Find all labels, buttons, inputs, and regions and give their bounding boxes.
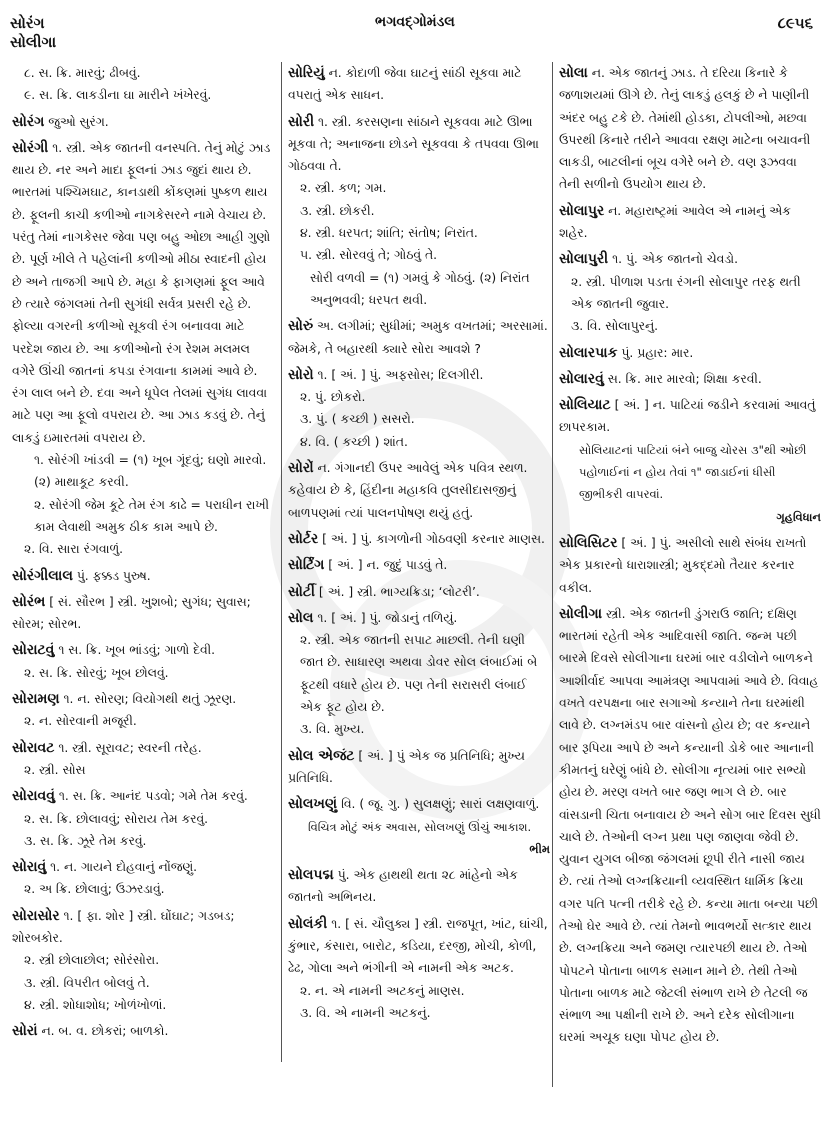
entry-definition — [559, 248, 821, 270]
entry-definition — [12, 137, 274, 449]
headword: સોરો — [288, 366, 314, 383]
citation-source: ગૃહવિધાન — [776, 509, 821, 524]
sub-sense: ૨. અ ક્રિ. છોલાવું; ઉઝરડાવું. — [24, 882, 165, 897]
entry-definition — [12, 785, 274, 807]
headword: સોર્ટી — [288, 583, 315, 600]
dictionary-entry — [288, 581, 550, 603]
headword: સોર્ટર — [288, 530, 319, 547]
definition-text: ૮. સ. ક્રિ. મારવું; ઢીબવું. — [24, 66, 141, 80]
entry-definition — [288, 528, 550, 550]
headword: સોરાવવું — [12, 788, 55, 805]
sub-sense: ૩. પું. ( કચ્છી ) સસરો. — [300, 412, 415, 427]
definition-line: ૯. સ. ક્રિ. લાકડીના ઘા મારીને ખંખેરવું. — [24, 88, 212, 103]
definition-text: ન. એક જાતનું ઝાડ. તે દરિયા કિનારે કે જળાશયમાં ઊગે છે. તેનું લાકડું હલકું છે ને પાણીની અંદર બહુ ટકે છે. તેમાંથી હોડકા, ટોપલીઓ, મછવા ઉપરથી કિનારે તરીને આવવા રક્ષણ માટેના બચાવની લાકડી, બાટલીનાં બૂચ વગેરે બને છે. વણ રૂઝવવા તેની સળીનો ઉપયોગ થાય છે. — [559, 66, 811, 192]
headword: સોલપદ્મ — [288, 867, 334, 884]
headword: સોરંગ — [12, 113, 45, 130]
dictionary-entry — [12, 62, 274, 107]
dictionary-entry — [288, 554, 550, 576]
dictionary-entry — [559, 248, 821, 337]
headword: સોરાટવું — [12, 642, 55, 659]
entry-definition — [12, 905, 274, 950]
headword: સોલાપુરી — [559, 251, 609, 268]
entry-definition — [559, 603, 821, 1049]
headword: સોરંગીલાલ — [12, 567, 73, 584]
dictionary-entry — [288, 607, 550, 741]
dictionary-entry — [12, 1020, 274, 1042]
sub-sense: ૨. ન. સોરવાની મજૂરી. — [24, 714, 137, 729]
headword: સોલંકી — [288, 915, 328, 932]
dictionary-entry — [288, 62, 550, 107]
sub-sense: ૨. સ્ત્રી. એક જાતની સપાટ માછલી. તેની ઘણી જાત છે. સાધારણ અથવા ડોવર સોલ લંબાઈમાં બે ફૂટથી વધારે હોય છે. પણ તેની સરાસરી લંબાઈ એક ફૂટ હોય છે. — [300, 633, 538, 715]
dictionary-entry — [12, 856, 274, 901]
sub-sense: ૪. વિ. ( કચ્છી ) શાંત. — [300, 434, 408, 449]
sub-sense: ૩. વિ. મુખ્ય. — [300, 722, 365, 737]
definition-text: [ અં. ] પું એક જ પ્રતિનિધિ; મુખ્ય પ્રતિનિધિ. — [288, 748, 525, 785]
idiom-example: ૨. સોરંગી જેમ કૂટે તેમ રંગ કાઢે = પરાધીન રાખી કામ લેવાથી અમુક ઠીક કામ આપે છે. — [34, 497, 270, 534]
dictionary-entry — [12, 111, 274, 133]
guide-word-bottom: સોલીગા — [10, 33, 57, 51]
definition-text: ૧. [ સં. ચૌલુક્ય ] સ્ત્રી. રાજપૂત, ખાંટ, ઘાંચી, કુંભાર, કંસારા, બારોટ, કડિયા, દરજી, મોચી, કોળી, ઢેઢ, ગોલા અને ભંગીની એ નામની એક અટક. — [288, 916, 548, 976]
entry-definition — [12, 737, 274, 759]
entry-definition — [288, 554, 550, 576]
dictionary-entry — [559, 342, 821, 364]
headword: સોરંગી — [12, 139, 49, 156]
headword: સોરાવું — [12, 859, 47, 876]
running-title: ભગવદ્ગોમંડલ — [375, 14, 455, 30]
dictionary-entry — [12, 737, 274, 782]
sub-sense: ૩. વિ. સોલાપુરનું. — [571, 319, 659, 334]
entry-definition — [288, 581, 550, 603]
sub-sense: ૨. સ. ક્રિ. સોરવું; ખૂબ છોલવું. — [24, 665, 169, 680]
dictionary-entry — [288, 913, 550, 1024]
definition-text: ૧. સ્ત્રી. સૂરાવટ; સ્વરની તરેહ. — [58, 740, 202, 755]
entry-definition — [559, 342, 821, 364]
entry-definition — [12, 591, 274, 636]
headword: સોલ — [288, 609, 314, 626]
column-middle — [281, 62, 550, 1062]
dictionary-entry — [12, 565, 274, 587]
entry-definition — [288, 111, 550, 178]
definition-text: ૧. સ. ક્રિ. આનંદ પડવો; ગમે તેમ કરવું. — [58, 789, 248, 804]
sub-sense: ૨. સ્ત્રી. પીળાશ પડતા રંગની સોલાપુર તરફ થતી એક જાતની જુવાર. — [571, 274, 801, 311]
headword: સોરાવટ — [12, 739, 55, 756]
definition-text: પું. ફક્કડ પુરુષ. — [76, 568, 151, 583]
entry-definition — [288, 364, 550, 386]
definition-text: ૧. ન. ગાયને દોહવાનું નોંજણું. — [50, 860, 198, 875]
entry-definition — [12, 565, 274, 587]
entry-definition — [288, 607, 550, 629]
dictionary-entry — [12, 591, 274, 636]
column-left — [12, 62, 274, 1046]
dictionary-entry — [12, 137, 274, 561]
dictionary-columns — [0, 62, 825, 1122]
entry-definition — [288, 457, 550, 524]
definition-text: [ અં. ] ન. પાટિયાં જડીને કરવામાં આવતું છાપરકામ. — [559, 398, 816, 435]
definition-text: વિ. ( જૂ. ગુ. ) સુલક્ષણું; સારાં લક્ષણવાળું. — [341, 797, 540, 812]
definition-text: ૧. [ અં. ] પું. જોડાનું તળિયું. — [317, 610, 458, 625]
dictionary-entry — [288, 111, 550, 312]
definition-text: અ. લગીમાં; સુધીમાં; અમુક વખતમાં; અરસામાં. જેમકે, તે બહારથી ક્યારે સોરા આવશે ? — [288, 319, 548, 356]
citation-quote: વિચિત્ર મોટું અંક અવાસ, સોલખણું ઊંચું આકાશ. — [308, 819, 532, 834]
definition-text: ૧. [ ફા. શોર ] સ્ત્રી. ઘોંઘાટ; ગડબડ; શોરબકોર. — [12, 908, 235, 945]
entry-definition — [288, 745, 550, 790]
definition-text: ૧. સ્ત્રી. કરસણના સાંઠાને સૂકવવા માટે ઊભા મૂકવા તે; અનાજના છોડને સૂકવવા કે તપવવા ઊભા ગોઠવવા તે. — [288, 114, 539, 174]
entry-definition — [559, 532, 821, 599]
entry-definition — [288, 793, 550, 815]
definition-text: [ અં. ] પું. કાગળોની ગોઠવણી કરનાર માણસ. — [322, 531, 545, 546]
definition-text: ૧. ન. સોરણ; વિયોગથી થતું ઝૂરણ. — [63, 692, 237, 707]
definition-text: [ અં. ] પું. અસીલો સાથે સંબંધ રાખતો એક પ્રકારનો ધારાશાસ્ત્રી; મુકદ્દમો તૈયાર કરનાર વકીલ. — [559, 535, 807, 595]
entry-definition — [288, 315, 550, 360]
headword: સોલારવું — [559, 370, 604, 387]
sub-sense: ૨. ન. એ નામની અટકનું માણસ. — [300, 983, 465, 998]
dictionary-entry — [559, 394, 821, 528]
headword: સોરી — [288, 113, 315, 130]
entry-definition — [12, 1020, 274, 1042]
sub-sense: ૨. સ્ત્રી. કળ; ગમ. — [300, 181, 387, 196]
entry-definition — [288, 864, 550, 909]
headword: સોરોં — [288, 460, 314, 477]
sub-sense: ૨. પું. છોકરો. — [300, 390, 366, 405]
entry-definition — [12, 856, 274, 878]
definition-text: [ સં. સૌરભ ] સ્ત્રી. ખુશબો; સુગંધ; સુવાસ; સોરમ; સોરભ. — [12, 594, 251, 632]
headword: સોલિયાટ — [559, 397, 611, 414]
dictionary-entry — [288, 364, 550, 453]
definition-text: સ્ત્રી. એક જાતની ડુંગરાઉ જાતિ; દક્ષિણ ભારતમાં રહેતી એક આદિવાસી જાતિ. જન્મ પછી બારમે દિવસે સોલીગાના ઘરમાં બાર વડીલોને બાળકને આશીર્વાદ આપવા આમંત્રણ આપવામાં આવે છે. વિવાહ વખતે વરપક્ષના બાર સગાઓ કન્યાને તેના ઘરમાંથી લાવે છે. લગ્નમંડપ બાર વાંસનો હોય છે; વર કન્યાને બાર રૂપિયા આપે છે અને કન્યાની ડોકે બાર આનાની કીમતનું ઘરેણું બાંધે છે. સોલીગા નૃત્યમાં બાર સભ્યો હોય છે. મરણ વખતે બાર જણ ભાગ લે છે. બાર વાંસડાની ચિતા બનાવાય છે અને સોગ બાર દિવસ સુધી ચાલે છે. તેઓની લગ્ન પ્રથા પણ જાણવા જેવી છે. યુવાન યુગલ બીજા જંગલમાં છૂપી રીતે નાસી જાય છે. ત્યાં તેઓ લગ્નક્રિયાની વ્યવસ્થિત ધાર્મિક ક્રિયા વગર પતિ પત્ની તરીકે રહે છે. કન્યા માતા બન્યા પછી તેઓ ઘેર આવે છે. ત્યાં તેમનો ભાવભર્યો સત્કાર થાય છે. લગ્નક્રિયા અને જમણ ત્યારપછી થાય છે. તેઓ પોપટને પોતાના બાળક સમાન માને છે. તેથી તેઓ પોતાના બાળક માટે જેટલી સંભાળ રાખે છે તેટલી જ સંભાળ આ પક્ષીની રાખે છે. અને દરેક સોલીગાના ઘરમાં અચૂક ઘણા પોપટ હોય છે. — [559, 606, 821, 1045]
sub-sense: ૨. સ્ત્રી છોલાછોલ; સોરંસોરા. — [24, 953, 160, 968]
entry-definition — [559, 200, 821, 245]
entry-definition — [12, 62, 274, 84]
entry-definition — [288, 62, 550, 107]
headword: સોલખણું — [288, 796, 338, 813]
dictionary-entry — [288, 864, 550, 909]
idiom-example: ૧. સોરંગી ખાંડવી = (૧) ખૂબ ગૂંદવું; ઘણો મારવો. (૨) માથાકૂટ કરવી. — [34, 453, 267, 490]
headword: સોલાપુર — [559, 202, 605, 219]
sub-sense: ૩. સ્ત્રી. વિપરીત બોલવું તે. — [24, 975, 150, 990]
definition-text: ન. ગંગાનદી ઉપર આવેલું એક પવિત્ર સ્થળ. કહેવાય છે કે, હિંદીના મહાકવિ તુલસીદાસજીનું બાળપણમાં ત્યાં પાલનપોષણ થયું હતું. — [288, 461, 528, 520]
definition-text: ૧. પું. એક જાતનો ચેવડો. — [612, 252, 739, 267]
dictionary-entry — [559, 200, 821, 245]
citation-source: ભીમ — [529, 841, 550, 856]
sub-sense: ૪. સ્ત્રી. શોધાશોધ; ખોળંખોળાં. — [24, 997, 167, 1012]
dictionary-entry — [12, 688, 274, 733]
definition-text: સ. ક્રિ. માર મારવો; શિક્ષા કરવી. — [607, 371, 762, 386]
sub-sense: ૪. સ્ત્રી. ધરપત; શાંતિ; સંતોષ; નિરાંત. — [300, 226, 478, 241]
definition-text: [ અં. ] સ્ત્રી. ભાગ્યક્રિડા; ‘લોટરી’. — [318, 584, 480, 599]
headword: સોરંભ — [12, 593, 46, 610]
column-right — [552, 62, 821, 1087]
headword: સોરાં — [12, 1023, 38, 1040]
dictionary-entry — [288, 315, 550, 360]
dictionary-entry — [559, 532, 821, 599]
sub-sense: ૫. સ્ત્રી. સોરવવું તે; ગોઠવું તે. — [300, 248, 438, 263]
idiom-example: સોરી વળવી = (૧) ગમવું કે ગોઠવું. (૨) નિરાંત અનુભવવી; ધરપત થવી. — [310, 270, 530, 307]
dictionary-entry — [288, 457, 550, 524]
headword: સોલારપાક — [559, 344, 618, 361]
entry-definition — [12, 639, 274, 661]
definition-text: ન. બ. વ. છોકરાં; બાળકો. — [41, 1024, 169, 1039]
entry-definition — [559, 368, 821, 390]
headword: સોલીગા — [559, 605, 603, 622]
definition-text: ૧. સ્ત્રી. એક જાતની વનસ્પતિ. તેનું મોટું ઝાડ થાય છે. નર અને માદા ફૂલનાં ઝાડ જુદાં થાય છે. ભારતમાં પશ્ચિમઘાટ, કાનડાથી કોંકણમાં પુષ્કળ થાય છે. ફૂલની કાચી કળીઓ નાગકેસરને નામે વેચાય છે. પરંતુ તેમાં નાગકેસર જેવા પણ બહુ ઓછા આહી ગુણો છે. પૂર્ણ ખીલે તે પહેલાંની કળીઓ મીઠા સ્વાદની હોય છે અને તાજગી આપે છે. મહા કે ફાગણમાં ફૂલ આવે છે ત્યારે જંગલમાં તેની સુગંધી સર્વત્ર પ્રસરી રહે છે. ફોલ્યા વગરની કળીઓ સૂકવી રંગ બનાવવા માટે પરદેશ જાય છે. આ કળીઓનો રંગ રેશમ મલમલ વગેરે ઊંચી જાતનાં કપડા રંગવાના કામમાં આવે છે. રંગ લાલ બને છે. દવા અને ધૂપેલ તેલમાં સુગંધ લાવવા માટે પણ આ ફૂલો વપરાય છે. આ ઝાડ કડવું છે. તેનું લાકડું ઇમારતમાં વપરાય છે. — [12, 140, 271, 445]
guide-word-top: સોરંગ — [10, 14, 45, 32]
page-header — [0, 14, 825, 58]
definition-text: [ અં. ] ન. જુદું પાડવું તે. — [328, 558, 448, 573]
entry-definition — [12, 111, 274, 133]
headword: સોલ એજંટ — [288, 747, 355, 764]
dictionary-entry — [288, 745, 550, 790]
entry-definition — [288, 913, 550, 980]
definition-text: પું. એક હાથથી થતા ૨૮ માંહેનો એક જાતનો અભિનય. — [288, 868, 518, 905]
dictionary-entry — [559, 368, 821, 390]
entry-definition — [559, 394, 821, 439]
sub-sense: ૩. સ્ત્રી. છોકરી. — [300, 203, 375, 218]
dictionary-entry — [559, 603, 821, 1049]
definition-text: ન. મહારાષ્ટ્રમાં આવેલ એ નામનું એક શહેર. — [559, 203, 791, 241]
dictionary-entry — [12, 785, 274, 852]
entry-definition — [559, 62, 821, 196]
definition-text: પું. પ્રહાર: માર. — [621, 345, 694, 360]
sub-sense: ૨. વિ. સારા રંગવાળું. — [24, 542, 124, 557]
dictionary-entry — [559, 62, 821, 196]
sub-sense: ૨. સ. ક્રિ. છોલાવવું; સોરાય તેમ કરવું. — [24, 811, 209, 826]
sub-sense: ૨. સ્ત્રી. સોસ — [24, 762, 86, 777]
sub-sense: ૩. સ. ક્રિ. ઝૂરે તેમ કરવું. — [24, 833, 147, 848]
dictionary-entry — [12, 639, 274, 684]
definition-text: જુઓ સુરંગ. — [48, 114, 109, 129]
definition-text: ૧ સ. ક્રિ. ખૂબ ભાંડવું; ગાળો દેવી. — [58, 643, 216, 658]
entry-definition — [12, 688, 274, 710]
headword: સોરાસોર — [12, 907, 60, 924]
page-number: ૮૯૫૬ — [777, 14, 813, 32]
headword: સોરિયું — [288, 65, 325, 81]
dictionary-entry — [288, 793, 550, 860]
headword: સોરું — [288, 318, 314, 335]
dictionary-entry — [288, 528, 550, 550]
headword: સોરામણ — [12, 691, 60, 708]
definition-text: ૧. [ અં. ] પું. અફસોસ; દિલગીરી. — [317, 367, 484, 382]
citation-quote: સોલિયાટનાં પાટિયાં બંને બાજુ ચોરસ ૩"થી ઓછી પહોળાઈનાં ન હોય તેવાં ૧" જાડાઈનાં ધીસી જીભીકરી વાપરવાં. — [579, 442, 807, 502]
headword: સોલા — [559, 65, 588, 81]
headword: સોર્ટિંગ — [288, 557, 325, 574]
dictionary-entry — [12, 905, 274, 1016]
headword: સોલિસિટર — [559, 534, 618, 551]
definition-text: ન. કોદાળી જેવા ઘાટનું સાંઠી સૂકવા માટે વપરાતું એક સાધન. — [288, 66, 522, 103]
sub-sense: ૩. વિ. એ નામની અટકનું. — [300, 1005, 431, 1020]
